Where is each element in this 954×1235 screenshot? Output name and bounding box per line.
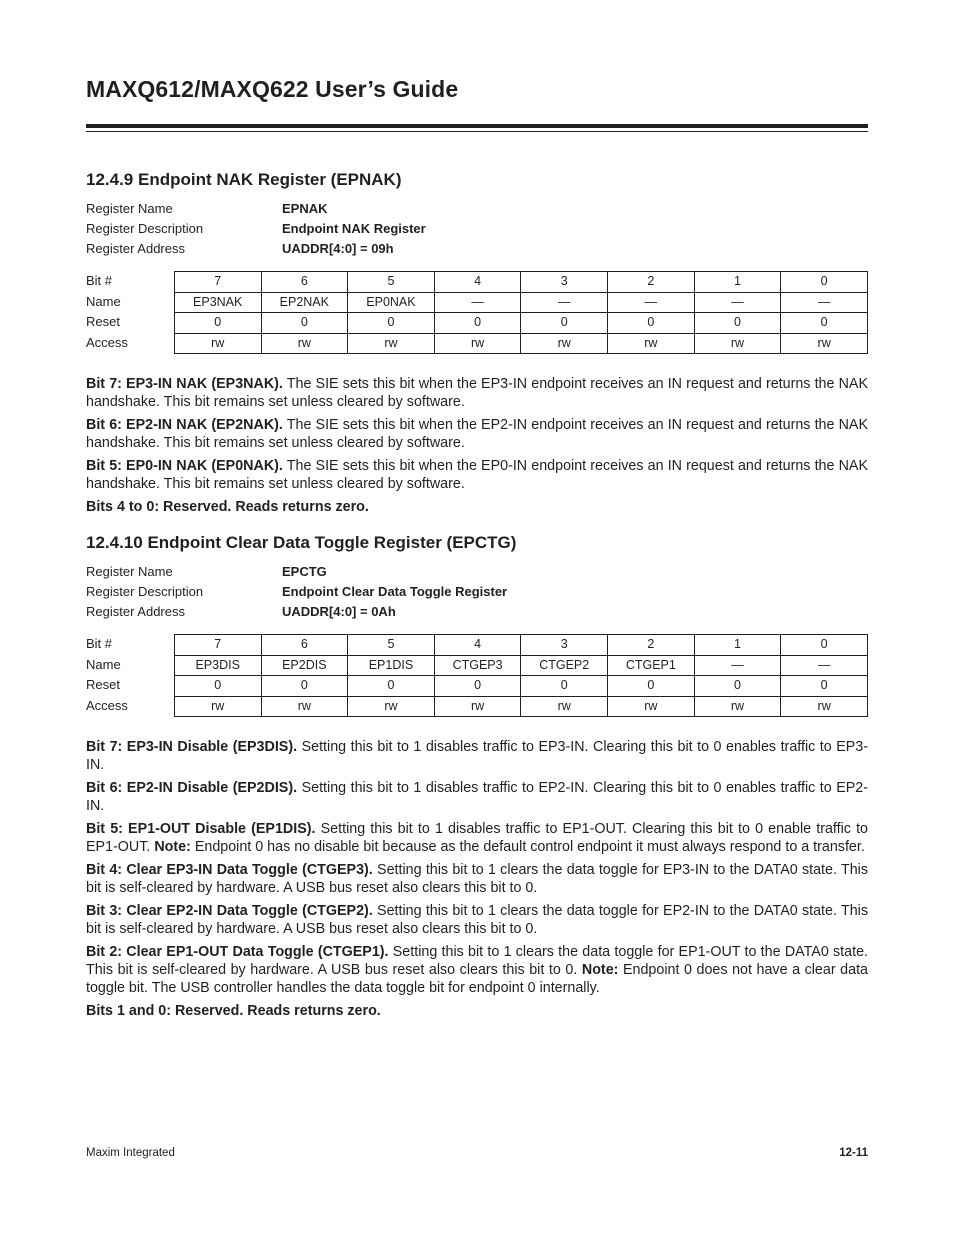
bit-reset-value-cell: 0	[434, 313, 521, 334]
bit-reset-value-cell: 0	[348, 313, 435, 334]
bit-number-row	[174, 635, 867, 656]
bit-access-row	[174, 696, 867, 717]
bit-access-cell: rw	[261, 333, 348, 354]
bit-reset-value-cell: 0	[434, 676, 521, 697]
bit-name-cell: —	[521, 292, 608, 313]
bit-descriptions	[86, 738, 868, 1020]
register-address-row	[86, 239, 868, 259]
bit-access-cell: rw	[348, 333, 435, 354]
header-rule-thin	[86, 131, 868, 132]
bit-description-title: Bit 6: EP2-IN NAK (EP2NAK).	[86, 417, 283, 433]
bit-number-cell: 1	[694, 635, 781, 656]
bit-description	[86, 820, 868, 856]
bit-description-title: Bit 2: Clear EP1-OUT Data Toggle (CTGEP1).	[86, 944, 389, 960]
page-title: MAXQ612/MAXQ622 User’s Guide	[86, 76, 459, 102]
register-info	[86, 562, 868, 622]
bit-description-title: Bits 4 to 0: Reserved. Reads returns zero.	[86, 499, 369, 515]
bit-access-cell: rw	[781, 696, 868, 717]
bit-description-text: The SIE sets this bit when the EP3-IN endpoint receives an IN request and returns the NAK handshake. This bit remains set unless cleared by software.	[86, 376, 868, 410]
bit-name-row	[174, 292, 867, 313]
register-description-label: Register Description	[86, 221, 204, 236]
bit-reset-value-cell: 0	[174, 313, 261, 334]
note-label: Note:	[581, 962, 619, 978]
bit-number-cell: 7	[174, 635, 261, 656]
bit-description-text: Setting this bit to 1 clears the data toggle for EP2-IN to the DATA0 state. This bit is self-cleared by hardware. A USB bus reset also clears this bit to 0.	[86, 903, 868, 937]
bit-description-title: Bit 5: EP0-IN NAK (EP0NAK).	[86, 458, 283, 474]
bit-reset-value-cell: 0	[608, 676, 695, 697]
bit-access-cell: rw	[348, 696, 435, 717]
section-heading: 12.4.10 Endpoint Clear Data Toggle Register (EPCTG)	[86, 533, 517, 552]
register-name-label: Register Name	[86, 201, 173, 216]
bit-number-cell: 4	[434, 272, 521, 293]
bit-name-cell: EP0NAK	[348, 292, 435, 313]
bit-description	[86, 416, 868, 452]
bit-access-cell: rw	[521, 333, 608, 354]
bit-description-text: Setting this bit to 1 disables traffic to EP2-IN. Clearing this bit to 0 enables traffic to EP2-IN.	[86, 780, 869, 814]
section-epctg	[86, 532, 868, 1025]
bit-number-cell: 6	[261, 635, 348, 656]
section-epnak	[86, 169, 868, 521]
bit-number-cell: 2	[608, 272, 695, 293]
bit-number-cell: 3	[521, 635, 608, 656]
register-name-row	[86, 199, 868, 219]
bit-reset-value-cell: 0	[521, 676, 608, 697]
bit-number-cell: 4	[434, 635, 521, 656]
register-address-row	[86, 602, 868, 622]
register-address-label: Register Address	[86, 604, 185, 619]
bit-description	[86, 943, 868, 997]
bit-name-cell: —	[434, 292, 521, 313]
bit-number-cell: 5	[348, 635, 435, 656]
bit-name-cell: EP3DIS	[174, 655, 261, 676]
bit-access-cell: rw	[174, 696, 261, 717]
bit-description	[86, 498, 868, 516]
bit-description	[86, 738, 868, 774]
bit-description	[86, 779, 868, 815]
bit-name-cell: EP1DIS	[348, 655, 435, 676]
reset-label: Reset	[86, 314, 120, 329]
note-text: Endpoint 0 does not have a clear data toggle bit. The USB controller handles the data toggle bit for endpoint 0 internally.	[86, 962, 868, 996]
bit-reset-value-cell: 0	[174, 676, 261, 697]
bit-name-cell: —	[694, 655, 781, 676]
register-address-value: UADDR[4:0] = 0Ah	[282, 604, 396, 619]
bit-description-text: Setting this bit to 1 disables traffic to EP3-IN. Clearing this bit to 0 enables traffic to EP3-IN.	[86, 739, 869, 773]
bit-number-cell: 3	[521, 272, 608, 293]
register-description-row	[86, 582, 868, 602]
bit-reset-value-cell: 0	[694, 676, 781, 697]
bit-name-cell: EP2NAK	[261, 292, 348, 313]
bit-map	[86, 271, 868, 354]
bit-reset-value-cell: 0	[781, 676, 868, 697]
note-text: Endpoint 0 has no disable bit because as the default control endpoint it must always respond to a transfer.	[190, 839, 865, 855]
bit-description-title: Bit 4: Clear EP3-IN Data Toggle (CTGEP3).	[86, 862, 373, 878]
bit-name-cell: —	[781, 292, 868, 313]
bit-name-label: Name	[86, 656, 121, 672]
register-name-value: EPNAK	[282, 201, 328, 216]
bit-description-title: Bit 3: Clear EP2-IN Data Toggle (CTGEP2).	[86, 903, 373, 919]
bit-number-cell: 0	[781, 635, 868, 656]
footer-company: Maxim Integrated	[86, 1147, 175, 1159]
bit-name-cell: CTGEP3	[434, 655, 521, 676]
bit-description	[86, 1002, 868, 1020]
bit-number-label: Bit #	[86, 636, 113, 651]
bit-description-text: Setting this bit to 1 disables traffic to EP1-OUT. Clearing this bit to 0 enable traffic to EP1-OUT.	[86, 821, 869, 855]
bit-reset-value-cell: 0	[781, 313, 868, 334]
register-name-label: Register Name	[86, 564, 173, 579]
register-description-row	[86, 219, 868, 239]
bit-row-labels	[86, 271, 174, 354]
bit-name-label: Name	[86, 293, 121, 309]
register-description-label: Register Description	[86, 584, 204, 599]
register-address-label: Register Address	[86, 241, 185, 256]
register-info	[86, 199, 868, 259]
bit-number-cell: 6	[261, 272, 348, 293]
bit-reset-value-row	[174, 676, 867, 697]
bit-name-cell: CTGEP2	[521, 655, 608, 676]
bit-row-labels	[86, 634, 174, 717]
bit-name-cell: EP3NAK	[174, 292, 261, 313]
bit-name-row	[174, 655, 867, 676]
bit-description-text: Setting this bit to 1 clears the data toggle for EP3-IN to the DATA0 state. This bit is self-cleared by hardware. A USB bus reset also clears this bit to 0.	[86, 862, 868, 896]
register-description-value: Endpoint Clear Data Toggle Register	[282, 584, 508, 599]
register-address-value: UADDR[4:0] = 09h	[282, 241, 394, 256]
note-label: Note:	[154, 839, 191, 855]
bit-reset-value-cell: 0	[261, 313, 348, 334]
bit-number-cell: 1	[694, 272, 781, 293]
bit-number-cell: 0	[781, 272, 868, 293]
bit-access-cell: rw	[174, 333, 261, 354]
header-rule-thick	[86, 124, 868, 128]
register-name-row	[86, 562, 868, 582]
bit-name-cell: EP2DIS	[261, 655, 348, 676]
bit-description	[86, 457, 868, 493]
access-label: Access	[86, 334, 128, 350]
bit-access-cell: rw	[521, 696, 608, 717]
access-label: Access	[86, 697, 128, 713]
bit-reset-value-cell: 0	[348, 676, 435, 697]
bit-description-title: Bits 1 and 0: Reserved. Reads returns zero.	[86, 1003, 381, 1019]
bit-access-cell: rw	[608, 333, 695, 354]
register-bit-table	[174, 271, 868, 354]
bit-access-cell: rw	[781, 333, 868, 354]
bit-description	[86, 861, 868, 897]
reset-label: Reset	[86, 677, 120, 692]
bit-access-cell: rw	[694, 333, 781, 354]
bit-descriptions	[86, 375, 868, 516]
bit-number-row	[174, 272, 867, 293]
register-bit-table	[174, 634, 868, 717]
bit-access-cell: rw	[434, 696, 521, 717]
bit-access-cell: rw	[608, 696, 695, 717]
bit-description-title: Bit 5: EP1-OUT Disable (EP1DIS).	[86, 821, 316, 837]
bit-access-cell: rw	[434, 333, 521, 354]
bit-reset-value-cell: 0	[521, 313, 608, 334]
register-name-value: EPCTG	[282, 564, 327, 579]
bit-reset-value-cell: 0	[608, 313, 695, 334]
section-heading: 12.4.9 Endpoint NAK Register (EPNAK)	[86, 170, 402, 189]
bit-access-row	[174, 333, 867, 354]
bit-number-cell: 7	[174, 272, 261, 293]
bit-number-cell: 5	[348, 272, 435, 293]
bit-name-cell: CTGEP1	[608, 655, 695, 676]
footer-page-number: 12-11	[839, 1147, 868, 1159]
bit-description-title: Bit 7: EP3-IN Disable (EP3DIS).	[86, 739, 298, 755]
bit-description	[86, 375, 868, 411]
bit-access-cell: rw	[694, 696, 781, 717]
bit-number-cell: 2	[608, 635, 695, 656]
bit-description-title: Bit 6: EP2-IN Disable (EP2DIS).	[86, 780, 298, 796]
bit-map	[86, 634, 868, 717]
bit-description-text: The SIE sets this bit when the EP2-IN endpoint receives an IN request and returns the NAK handshake. This bit remains set unless cleared by software.	[86, 417, 868, 451]
bit-description	[86, 902, 868, 938]
bit-name-cell: —	[694, 292, 781, 313]
bit-access-cell: rw	[261, 696, 348, 717]
bit-reset-value-cell: 0	[261, 676, 348, 697]
bit-description-text: Setting this bit to 1 clears the data toggle for EP1-OUT to the DATA0 state. This bit is self-cleared by hardware. A USB bus reset also clears this bit to 0.	[86, 944, 868, 978]
bit-reset-value-cell: 0	[694, 313, 781, 334]
bit-name-cell: —	[608, 292, 695, 313]
bit-name-cell: —	[781, 655, 868, 676]
bit-description-text: The SIE sets this bit when the EP0-IN endpoint receives an IN request and returns the NAK handshake. This bit remains set unless cleared by software.	[86, 458, 868, 492]
bit-description-title: Bit 7: EP3-IN NAK (EP3NAK).	[86, 376, 283, 392]
bit-reset-value-row	[174, 313, 867, 334]
bit-number-label: Bit #	[86, 273, 113, 288]
register-description-value: Endpoint NAK Register	[282, 221, 426, 236]
